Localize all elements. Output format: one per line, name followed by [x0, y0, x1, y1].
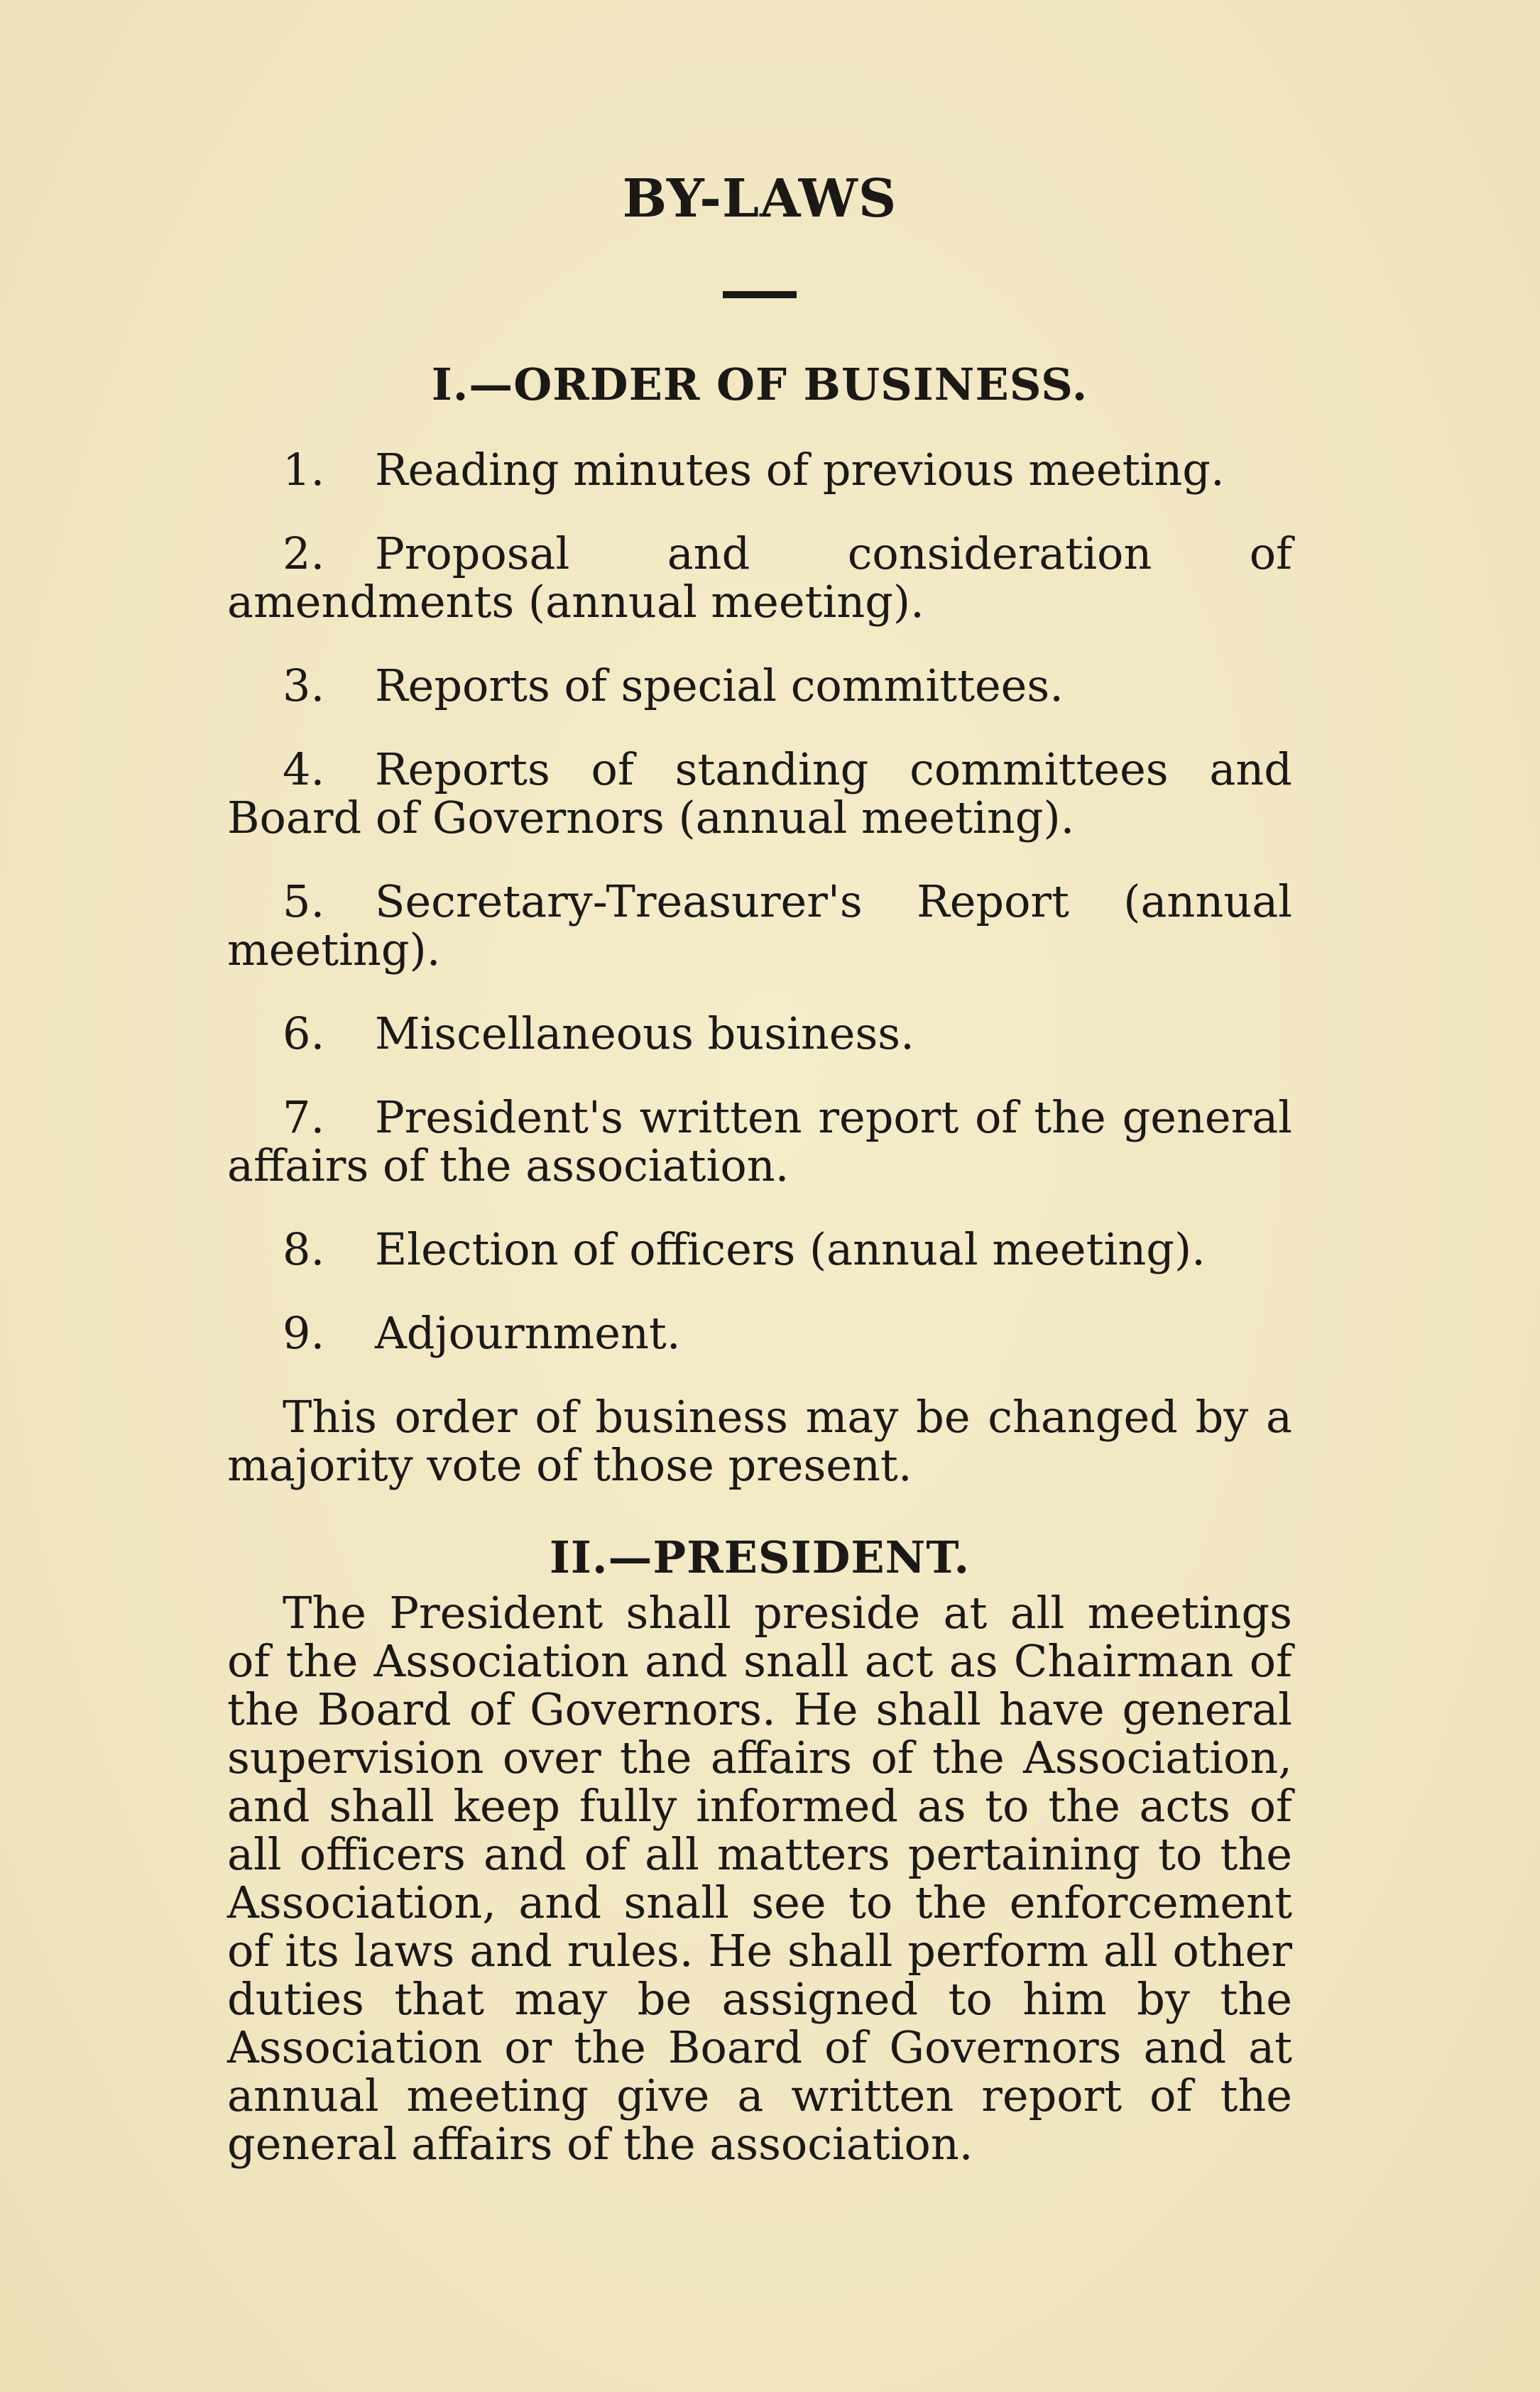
list-item [227, 743, 1292, 843]
item-number: 5. [283, 875, 325, 927]
item-number: 7. [283, 1091, 325, 1143]
item-number: 1. [283, 444, 325, 496]
item-number: 3. [283, 660, 325, 711]
list-item [227, 1309, 1292, 1358]
list-item [227, 1093, 1292, 1190]
item-text: Reports of special committees. [375, 660, 1064, 711]
item-text: Election of officers (annual meeting). [375, 1223, 1206, 1275]
section-heading-president: II.—PRESIDENT. [549, 1531, 971, 1583]
item-number: 2. [283, 528, 325, 579]
item-text: Secretary-Treasurer's Report (annual meeting). [227, 875, 1292, 976]
section-heading-order-of-business: I.—ORDER OF BUSINESS. [431, 359, 1088, 410]
list-item [227, 1007, 1292, 1059]
document-content [227, 163, 1292, 2168]
order-of-business-list [227, 446, 1292, 1358]
item-text: Miscellaneous business. [375, 1007, 914, 1059]
list-item [227, 530, 1292, 626]
item-text: President's written report of the general affairs of the association. [227, 1091, 1292, 1191]
item-text: Reading minutes of previous meeting. [375, 444, 1225, 496]
president-paragraph: The President shall preside at all meetings of the Association and snall act as Chairman of the Board of Governors. He shall have general supervision over the affairs of the Association, and shall keep fully informed as to the acts of all officers and of all matters pertaining to the Association, and snall see to the enforcement of its laws and rules. He shall perform all other duties that may be assigned to him by the Association or the Board of Governors and at annual meeting give a written report of the general affairs of the association. [227, 1587, 1292, 2170]
item-text: Reports of standing committees and Board of Governors (annual meeting). [227, 743, 1292, 843]
item-number: 6. [283, 1007, 325, 1059]
list-item [227, 662, 1292, 710]
title-divider [723, 291, 797, 298]
document-title: BY-LAWS [622, 168, 897, 229]
order-of-business-note: This order of business may be changed by a majority vote of those present. [227, 1391, 1292, 1491]
item-number: 9. [283, 1307, 325, 1359]
item-number: 8. [283, 1223, 325, 1275]
list-item [227, 875, 1292, 976]
item-text: Adjournment. [375, 1307, 681, 1359]
list-item [227, 446, 1292, 494]
list-item [227, 1225, 1292, 1274]
item-text: Proposal and consideration of amendments (annual meeting). [227, 528, 1292, 628]
item-number: 4. [283, 743, 325, 795]
